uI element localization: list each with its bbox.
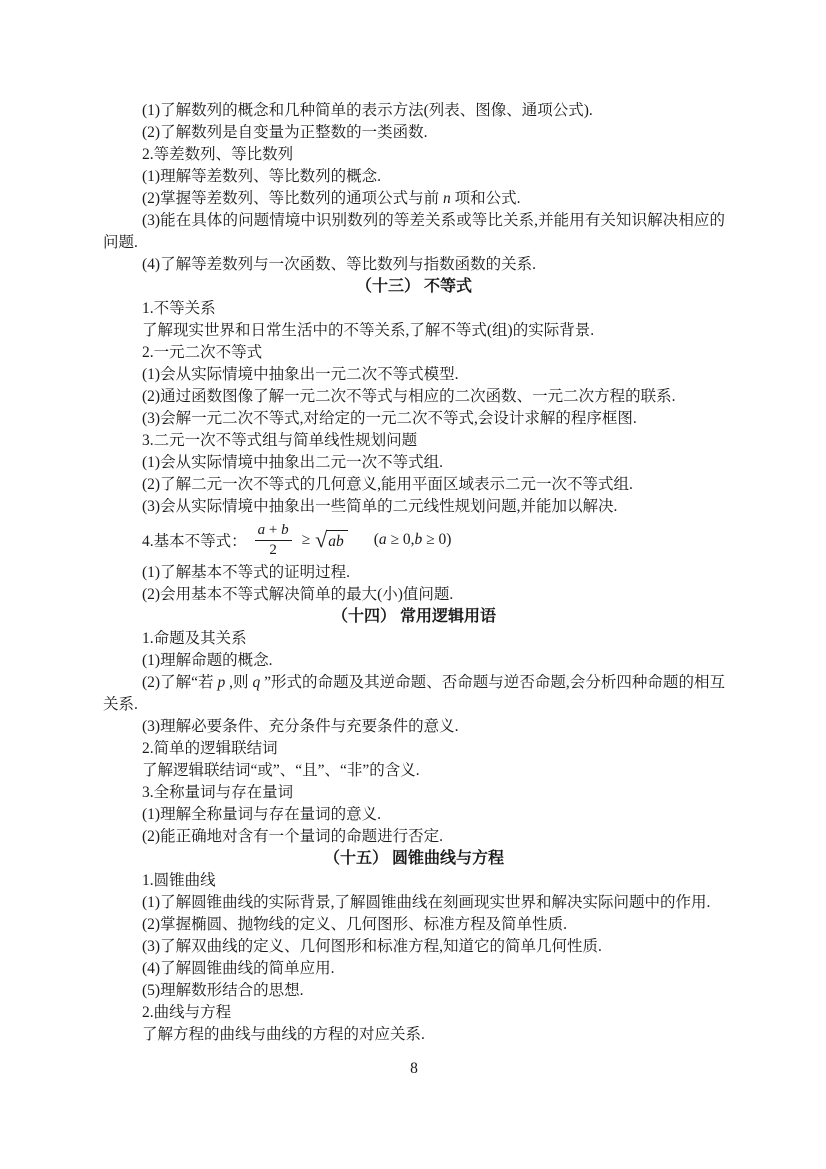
relation-symbol: ≥ [301, 531, 311, 548]
paragraph: (1)了解数列的概念和几种简单的表示方法(列表、图像、通项公式). [142, 102, 593, 119]
paragraph: (3)会从实际情境中抽象出一些简单的二元线性规划问题,并能加以解决. [142, 498, 618, 515]
fraction [255, 521, 292, 559]
paragraph: (1)理解全称量词与存在量词的意义. [142, 806, 381, 823]
paragraph: 1.命题及其关系 [142, 630, 247, 647]
paragraph: 3.二元一次不等式组与简单线性规划问题 [142, 432, 418, 449]
document-body [103, 100, 725, 1080]
math-var: a [257, 522, 266, 538]
radicand [326, 530, 348, 551]
paragraph: (2)通过函数图像了解一元二次不等式与相应的二次函数、一元二次方程的联系. [142, 388, 676, 405]
paragraph: (3)能在具体的问题情境中识别数列的等差关系或等比关系,并能用有关知识解决相应的问题. [103, 212, 725, 251]
paragraph: 了解逻辑联结词“或”、“且”、“非”的含义. [142, 762, 420, 779]
paragraph: (4)了解等差数列与一次函数、等比数列与指数函数的关系. [142, 256, 536, 273]
paragraph: 了解方程的曲线与曲线的方程的对应关系. [142, 1026, 425, 1043]
paragraph: (5)理解数形结合的思想. [142, 982, 304, 999]
radical [315, 526, 348, 552]
paragraph: (1)会从实际情境中抽象出一元二次不等式模型. [142, 366, 459, 383]
fraction-denominator: 2 [269, 542, 277, 558]
math-var: a [378, 531, 387, 548]
paragraph: 1.不等关系 [142, 300, 216, 317]
paragraph: (2)会用基本不等式解决简单的最大(小)值问题. [142, 586, 454, 603]
paragraph: (1)了解基本不等式的证明过程. [142, 564, 350, 581]
paragraph: 1.圆锥曲线 [142, 872, 216, 889]
paragraph: 2.等差数列、等比数列 [142, 146, 294, 163]
paragraph: (3)会解一元二次不等式,对给定的一元二次不等式,会设计求解的程序框图. [142, 410, 637, 427]
fraction-numerator: a + b [255, 521, 292, 541]
paragraph: (1)理解命题的概念. [142, 652, 273, 669]
section-heading: （十五） 圆锥曲线与方程 [323, 850, 504, 867]
math-var: q [252, 674, 261, 691]
paragraph: 了解现实世界和日常生活中的不等关系,了解不等式(组)的实际背景. [142, 322, 595, 339]
math-var: ab [328, 532, 344, 550]
paragraph: (1)理解等差数列、等比数列的概念. [142, 168, 381, 185]
paragraph: (3)了解双曲线的定义、几何图形和标准方程,知道它的简单几何性质. [142, 938, 602, 955]
paragraph: 2.一元二次不等式 [142, 344, 263, 361]
paragraph: (4)了解圆锥曲线的简单应用. [142, 960, 335, 977]
paragraph: 2.曲线与方程 [142, 1004, 232, 1021]
section-heading: （十三） 不等式 [355, 278, 472, 295]
paragraph: (1)会从实际情境中抽象出二元一次不等式组. [142, 454, 443, 471]
formula-line [103, 518, 725, 562]
math-var: b [281, 522, 289, 538]
math-var: p [217, 674, 226, 691]
paragraph: (2)掌握等差数列、等比数列的通项公式与前 n 项和公式. [142, 190, 521, 207]
paragraph: 2.简单的逻辑联结词 [142, 740, 278, 757]
math-var: b [414, 531, 423, 548]
section-heading: （十四） 常用逻辑用语 [331, 608, 496, 625]
paragraph: (1)了解圆锥曲线的实际背景,了解圆锥曲线在刻画现实世界和解决实际问题中的作用. [142, 894, 711, 911]
formula-condition: (a ≥ 0,b ≥ 0) [373, 531, 452, 548]
paragraph: (3)理解必要条件、充分条件与充要条件的意义. [142, 718, 459, 735]
paragraph: 3.全称量词与存在量词 [142, 784, 294, 801]
page-number: 8 [410, 1060, 418, 1077]
paragraph: (2)了解二元一次不等式的几何意义,能用平面区域表示二元一次不等式组. [142, 476, 633, 493]
paragraph: (2)了解“若 p ,则 q ”形式的命题及其逆命题、否命题与逆否命题,会分析四种命题的相互关系. [103, 674, 725, 713]
radical-sign-icon: √ [315, 526, 328, 552]
paragraph: (2)掌握椭圆、抛物线的定义、几何图形、标准方程及简单性质. [142, 916, 567, 933]
paragraph: (2)了解数列是自变量为正整数的一类函数. [142, 124, 428, 141]
math-var: n [442, 190, 451, 207]
paragraph: (2)能正确地对含有一个量词的命题进行否定. [142, 828, 443, 845]
formula-label: 4.基本不等式： [142, 533, 247, 550]
